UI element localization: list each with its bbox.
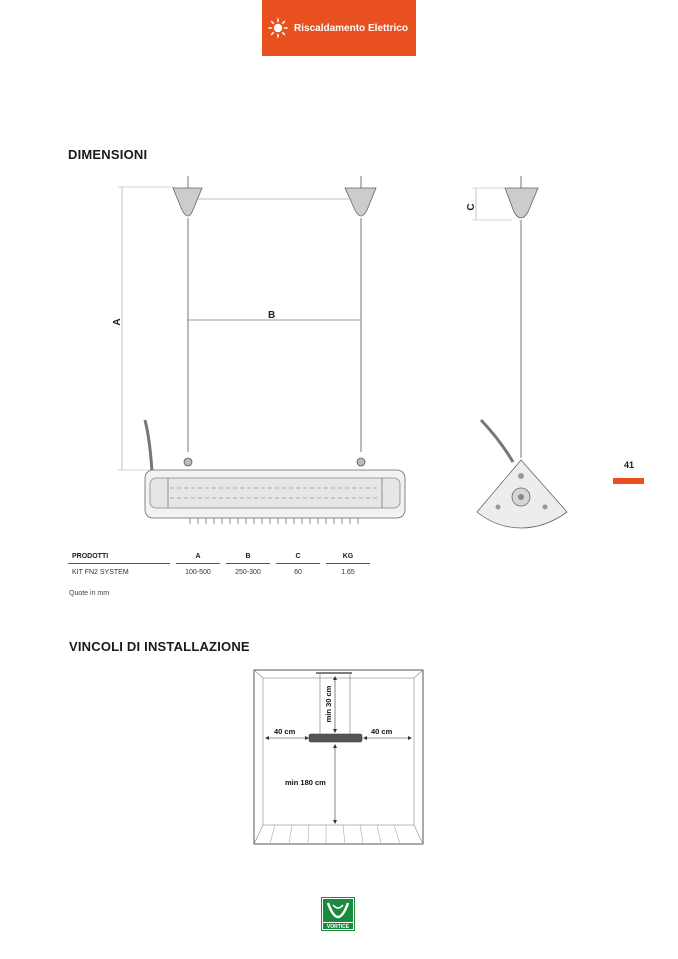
logo-text: VORTICE	[326, 924, 350, 930]
bottom-clearance-label: min 180 cm	[285, 778, 326, 787]
header-b: B	[226, 553, 270, 564]
vortice-logo	[321, 897, 355, 931]
page-number: 41	[624, 460, 635, 470]
dimensions-title: DIMENSIONI	[68, 147, 148, 162]
header-c: C	[276, 553, 320, 564]
units-note: Quote in mm	[69, 590, 110, 597]
cell-c: 60	[294, 569, 302, 576]
dimension-a-label: A	[112, 318, 123, 326]
header-products: PRODOTTI	[68, 553, 170, 564]
header-a: A	[176, 553, 220, 564]
installation-constraints-title: VINCOLI DI INSTALLAZIONE	[69, 639, 250, 654]
cell-a: 100-500	[185, 569, 211, 576]
dimension-c-label: C	[466, 203, 477, 211]
front-view-drawing	[118, 176, 405, 524]
cell-kg: 1.65	[341, 569, 355, 576]
dimension-b-label: B	[268, 310, 276, 321]
left-clearance-label: 40 cm	[274, 727, 296, 736]
top-clearance-label: min 30 cm	[324, 685, 333, 723]
right-clearance-label: 40 cm	[371, 727, 393, 736]
header-kg: KG	[326, 553, 370, 564]
table-row	[68, 564, 370, 576]
side-view-drawing	[472, 176, 567, 528]
cell-b: 250-300	[235, 569, 261, 576]
table-header-row	[68, 553, 370, 564]
installation-diagram	[254, 670, 423, 844]
header-title: Riscaldamento Elettrico	[294, 22, 408, 34]
specs-table	[68, 553, 370, 576]
cell-product: KIT FN2 SYSTEM	[72, 569, 129, 576]
